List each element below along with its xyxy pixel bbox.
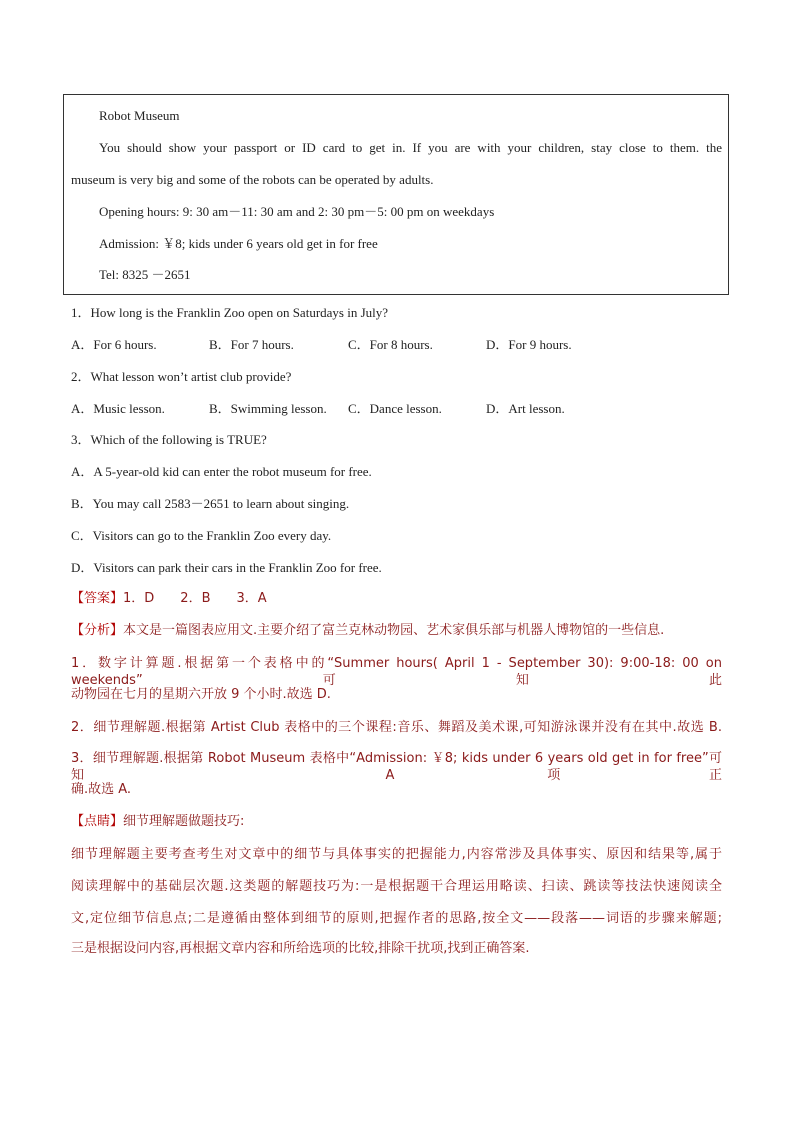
- question-1-stem: 1．How long is the Franklin Zoo open on Saturdays in July?: [71, 305, 389, 320]
- question-3-stem: 3．Which of the following is TRUE?: [71, 432, 267, 447]
- question-1-option-c: C．For 8 hours.: [348, 337, 433, 352]
- question-2-stem: 2．What lesson won’t artist club provide?: [71, 369, 292, 384]
- question-1-option-a: A．For 6 hours.: [71, 337, 157, 352]
- question-3-option-b: B．You may call 2583－2651 to learn about singing.: [71, 496, 350, 511]
- robot-museum-box: [63, 94, 729, 295]
- analysis-text: 本文是一篇图表应用文.主要介绍了富兰克林动物园、艺术家俱乐部与机器人博物馆的一些信息.: [123, 623, 665, 638]
- question-2-option-a: A．Music lesson.: [71, 401, 165, 416]
- museum-title: Robot Museum: [99, 108, 180, 123]
- question-1-option-b: B．For 7 hours.: [209, 337, 294, 352]
- tips-line3: 文,定位细节信息点;二是遵循由整体到细节的原则,把握作者的思路,按全文——段落——词语的步骤来解题;: [71, 911, 722, 926]
- tips-line1: 细节理解题主要考查考生对文章中的细节与具体事实的把握能力,内容常涉及具体事实、原因和结果等,属于: [71, 847, 722, 862]
- question-2-option-d: D．Art lesson.: [486, 401, 565, 416]
- museum-para1-line2: museum is very big and some of the robots can be operated by adults.: [71, 172, 434, 187]
- museum-tel: Tel: 8325 －2651: [99, 267, 191, 282]
- tips-line2: 阅读理解中的基础层次题.这类题的解题技巧为:一是根据题干合理运用略读、扫读、跳读等技法快速阅读全: [71, 879, 722, 894]
- answer-text: 1．D 2．B 3．A: [123, 591, 267, 606]
- analysis-item1-line2: 动物园在七月的星期六开放 9 个小时.故选 D.: [71, 687, 331, 702]
- question-2-option-c: C．Dance lesson.: [348, 401, 442, 416]
- analysis-item3-line2: 确.故选 A.: [71, 782, 132, 797]
- analysis-item2: 2．细节理解题.根据第 Artist Club 表格中的三个课程:音乐、舞蹈及美术课,可知游泳课并没有在其中.故选 B.: [71, 720, 722, 735]
- analysis-tag: 【分析】: [71, 623, 124, 638]
- answer-tag: 【答案】: [71, 591, 124, 606]
- question-3-option-a: A．A 5-year-old kid can enter the robot museum for free.: [71, 464, 372, 479]
- museum-para1-line1: You should show your passport or ID card to get in. If you are with your children, stay close to them. the: [99, 140, 722, 155]
- museum-opening-hours: Opening hours: 9: 30 am－11: 30 am and 2: 30 pm－5: 00 pm on weekdays: [99, 204, 495, 219]
- tips-header: [71, 814, 244, 830]
- question-2-option-b: B．Swimming lesson.: [209, 401, 327, 416]
- tips-line4: 三是根据设问内容,再根据文章内容和所给选项的比较,排除干扰项,找到正确答案.: [71, 941, 530, 956]
- museum-admission: Admission: ￥8; kids under 6 years old get in for free: [99, 236, 378, 251]
- answer-line: [71, 591, 267, 607]
- question-3-option-c: C．Visitors can go to the Franklin Zoo every day.: [71, 528, 332, 543]
- analysis-item1-line1: 1．数字计算题.根据第一个表格中的“Summer hours( April 1 - September 30): 9:00-18: 00 on weekends”可知此: [71, 656, 722, 688]
- tips-tag: 【点睛】: [71, 814, 124, 829]
- question-1-option-d: D．For 9 hours.: [486, 337, 572, 352]
- tips-title: 细节理解题做题技巧:: [123, 814, 245, 829]
- analysis-item3-line1: 3．细节理解题.根据第 Robot Museum 表格中“Admission: ￥8; kids under 6 years old get in for free”可知 A 项正: [71, 751, 722, 783]
- question-3-option-d: D．Visitors can park their cars in the Franklin Zoo for free.: [71, 560, 382, 575]
- analysis-line: [71, 623, 664, 639]
